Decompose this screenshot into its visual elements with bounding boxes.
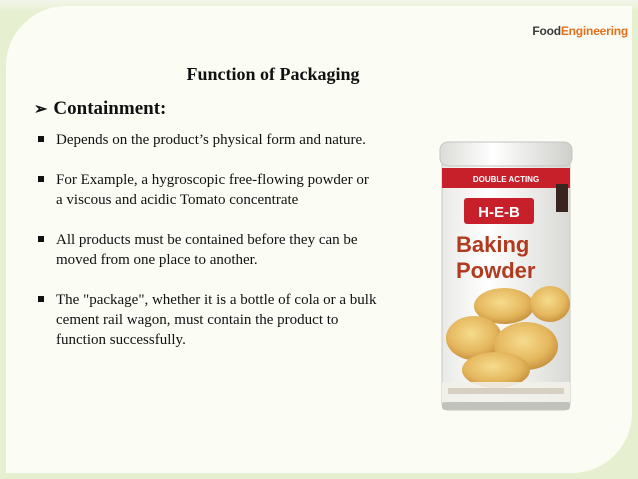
baking-powder-can-image xyxy=(438,138,574,418)
slide-title: Function of Packaging xyxy=(186,64,360,84)
logo-word-food: Food xyxy=(532,24,561,38)
bullet-text: Depends on the product’s physical form and nature. xyxy=(56,132,366,148)
square-bullet-icon xyxy=(38,296,44,302)
food-engineering-logo xyxy=(532,24,628,38)
brand-text: H-E-B xyxy=(478,204,520,221)
baking-powder-can-svg xyxy=(438,138,574,418)
list-item xyxy=(38,230,378,270)
bullet-text: For Example, a hygroscopic free-flowing powder or a viscous and acidic Tomato concentrate xyxy=(56,172,369,208)
logo-word-engineering: Engineering xyxy=(560,24,628,38)
bullet-text: The "package", whether it is a bottle of cola or a bulk cement rail wagon, must contain the product to function successfully. xyxy=(56,292,377,348)
square-bullet-icon xyxy=(38,176,44,182)
bullet-list xyxy=(38,130,378,370)
section-heading-text: Containment: xyxy=(53,98,167,119)
product-name-line1: Baking xyxy=(456,232,530,257)
bullet-text: All products must be contained before they can be moved from one place to another. xyxy=(56,232,358,268)
arrow-bullet-icon: ➢ xyxy=(34,101,48,118)
list-item xyxy=(38,130,378,150)
square-bullet-icon xyxy=(38,136,44,142)
list-item xyxy=(38,290,378,350)
square-bullet-icon xyxy=(38,236,44,242)
band-text: DOUBLE ACTING xyxy=(472,175,540,184)
list-item xyxy=(38,170,378,210)
product-name-line2: Powder xyxy=(456,258,536,283)
section-heading xyxy=(34,98,166,120)
